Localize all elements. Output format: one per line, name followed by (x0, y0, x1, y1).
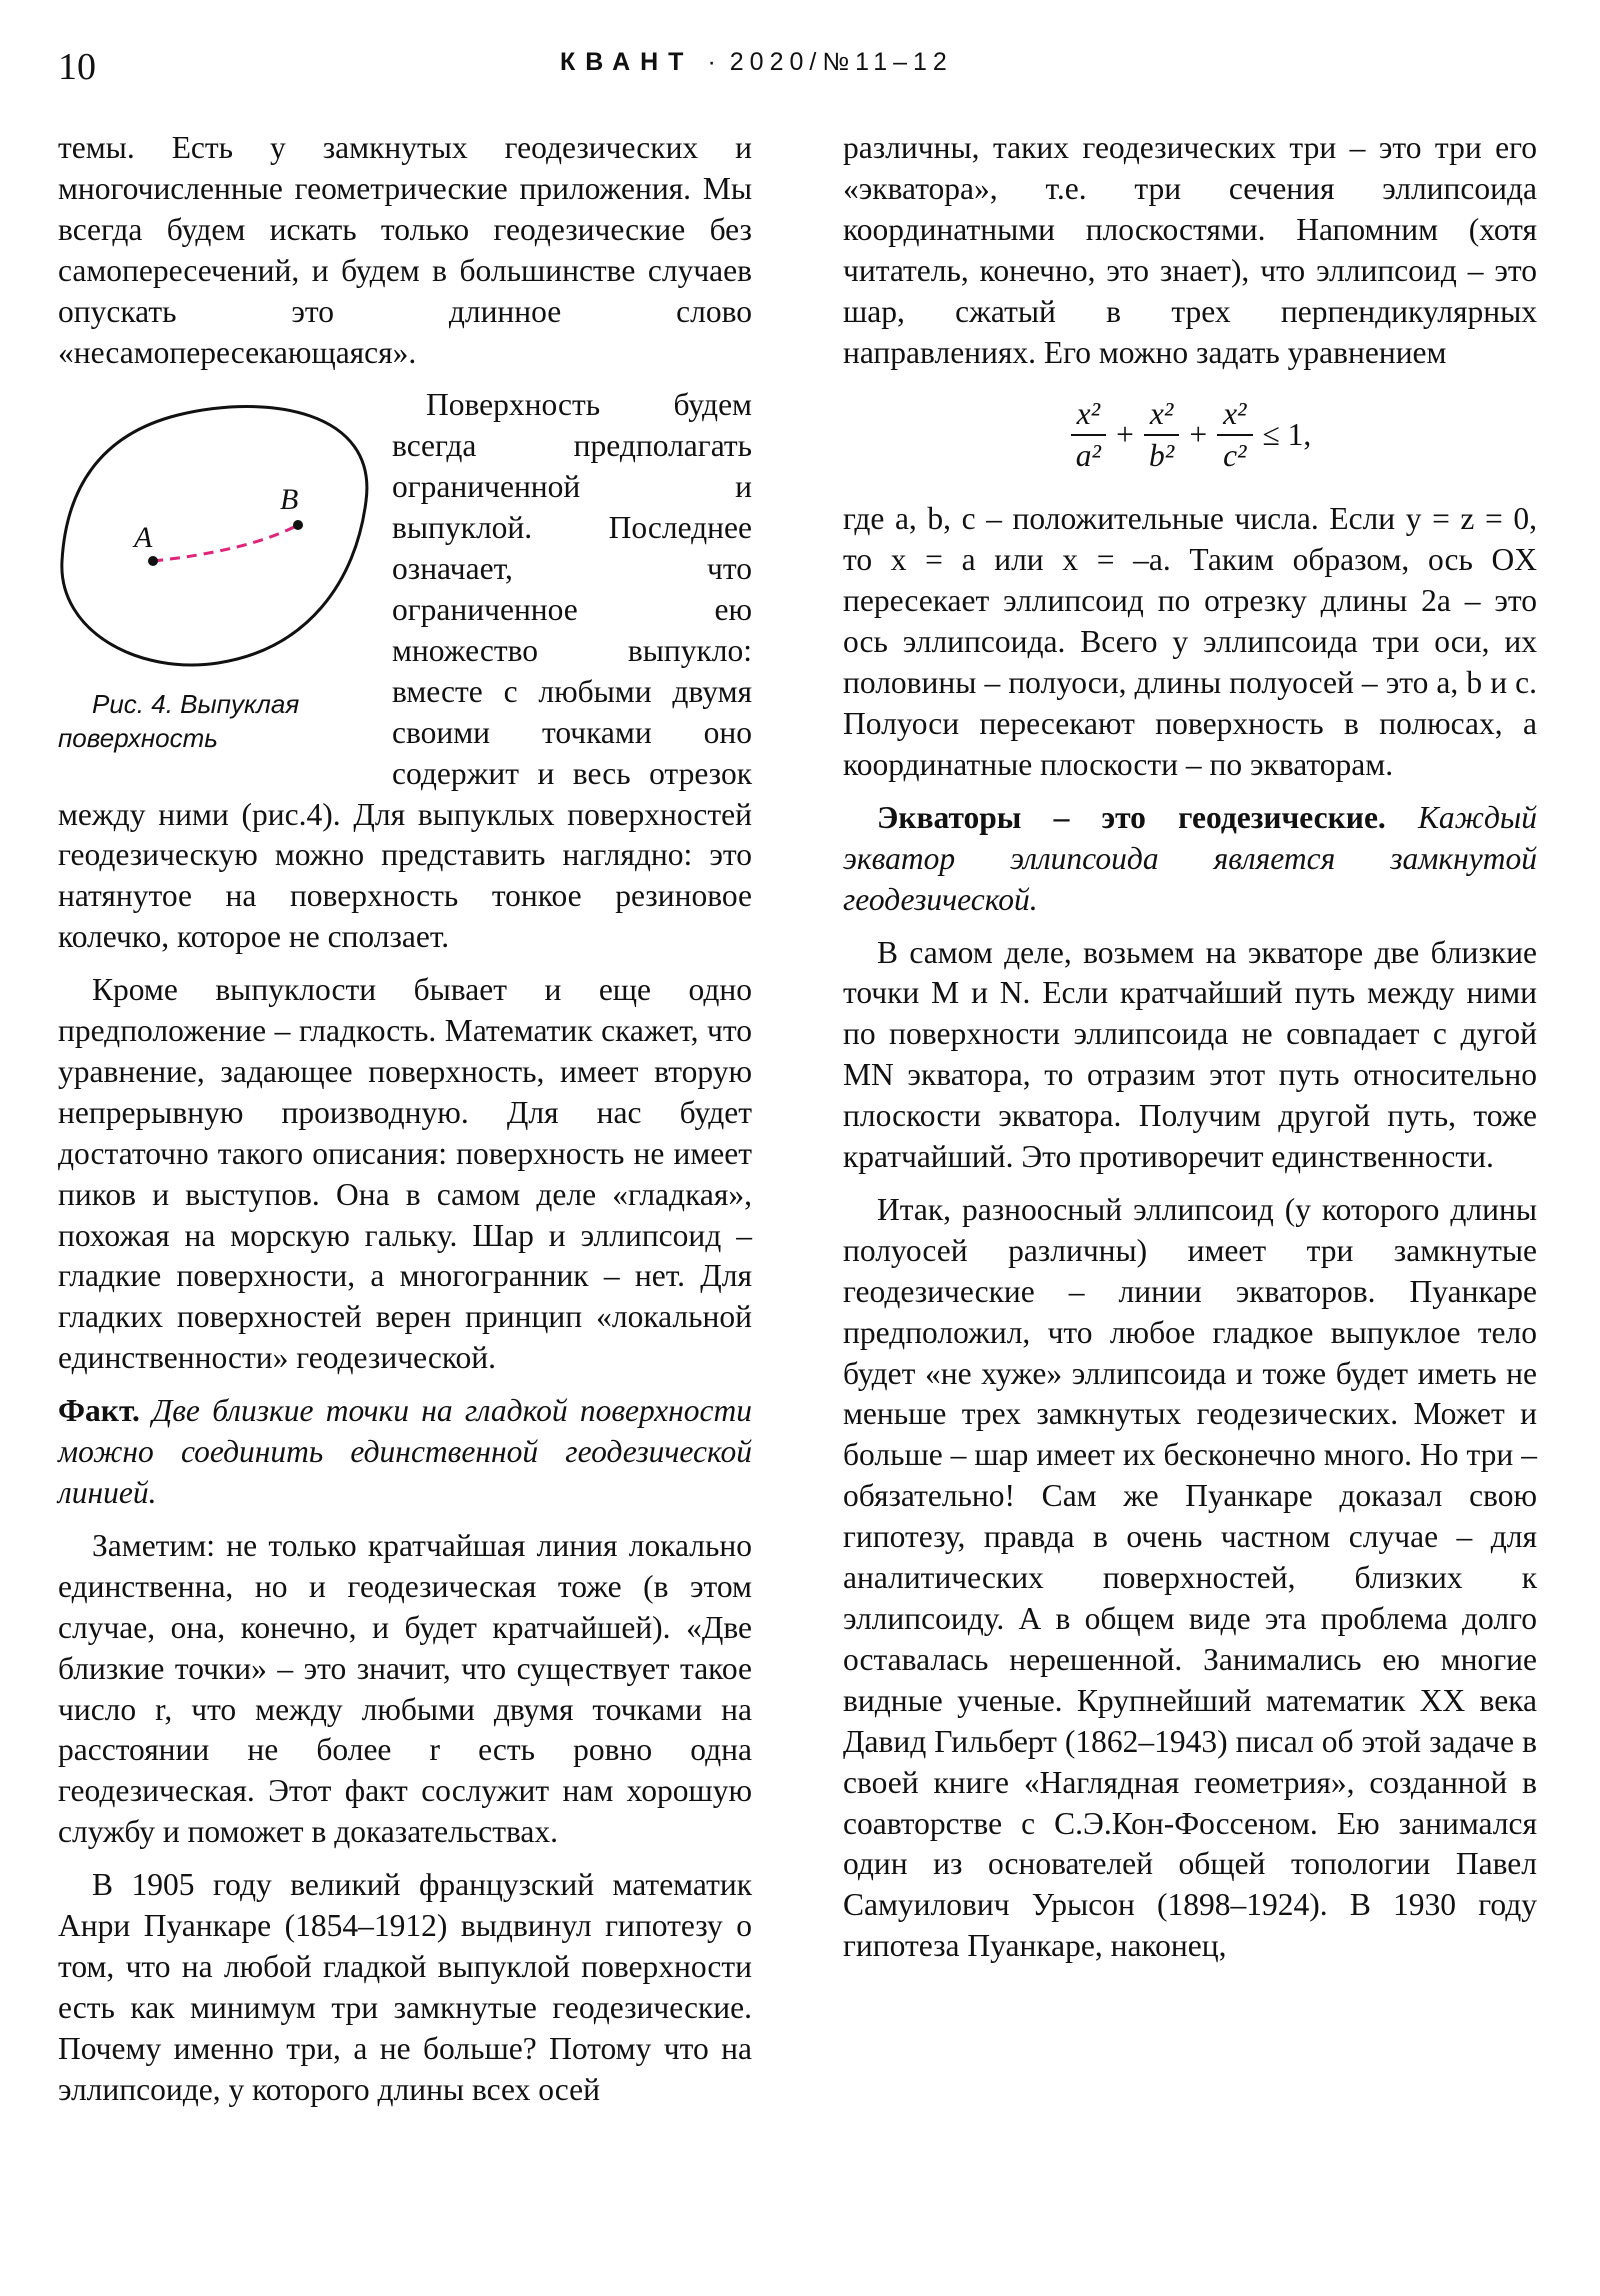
convex-outline (62, 407, 367, 665)
plus-sign: + (1189, 416, 1208, 452)
convex-surface-diagram (58, 391, 380, 681)
left-column (58, 128, 752, 2123)
theorem (843, 798, 1537, 921)
page-number: 10 (58, 46, 96, 88)
fact-text: Две близкие точки на гладкой поверхности можно соединить единственной геодезической линией. (58, 1393, 752, 1510)
paragraph-with-figure (58, 385, 752, 958)
plus-sign: + (1116, 416, 1134, 452)
label-b: B (280, 483, 299, 517)
inequality-rhs: ≤ 1, (1262, 416, 1312, 452)
paragraph-text: Поверхность будем всегда предполагать ограниченной и выпуклой. Последнее означает, что ограниченное ею множество выпукло: вместе с любыми двумя своими точками оно содержит и весь отрезок между ними (рис.4). Для выпуклых поверхностей геодезическую можно представить наглядно: это натянутое на поверхность тонкое резиновое колечко, которое не сползает. (58, 387, 752, 955)
paragraph: В самом деле, возьмем на экваторе две близкие точки M и N. Если кратчайший путь между ними по поверхности эллипсоида не совпадает с дугой MN экватора, то отразим этот путь относительно плоскости экватора. Получим другой путь, тоже кратчайший. Это противоречит единственности. (843, 934, 1537, 1175)
figure-4 (58, 385, 380, 767)
fact (58, 1391, 752, 1514)
point-b (293, 520, 303, 530)
point-a (148, 556, 158, 566)
paragraph: где a, b, c – положительные числа. Если y = z = 0, то x = a или x = –a. Таким образом, ось OX пересекает эллипсоид по отрезку длины 2a – это ось эллипсоида. Всего у эллипсоида три оси, их половины – полуоси, длины полуосей – это a, b и c. Полуоси пересекают поверхность в полюсах, а координатные плоскости – по экваторам. (843, 501, 1537, 782)
fraction-1: $\frac{\text{x²}}{\text{a²}}$ (1071, 394, 1106, 476)
paragraph: Кроме выпуклости бывает и еще одно предположение – гладкость. Математик скажет, что уравнение, задающее поверхность, имеет вторую непрерывную производную. Для нас будет достаточно такого описания: поверхность не имеет пиков и выступов. Она в самом деле «гладкая», похожая на морскую гальку. Шар и эллипсоид – гладкие поверхности, а многогранник – нет. Для гладких поверхностей верен принцип «локальной единственности» геодезической. (58, 972, 752, 1376)
paragraph: Заметим: не только кратчайшая линия локально единственна, но и геодезическая тоже (в этом случае, она, конечно, и будет кратчайшей). «Две близкие точки» – это значит, что существует такое число r, что между любыми двумя точками на расстоянии не более r есть ровно одна геодезическая. Этот факт сослужит нам хорошую службу и поможет в доказательствах. (58, 1527, 752, 1850)
right-column (843, 128, 1537, 1979)
ellipsoid-equation (843, 387, 1537, 483)
theorem-label: Экваторы – это геодезические. (877, 799, 1386, 835)
figure-caption: Рис. 4. Выпуклая поверхность (58, 689, 300, 754)
issue-number: 2020/№11–12 (729, 48, 953, 76)
theorem-text: Каждый экватор эллипсоида является замкнутой геодезической. (843, 799, 1537, 917)
fact-label: Факт. (58, 1393, 140, 1429)
paragraph: Итак, разноосный эллипсоид (у которого длины полуосей различны) имеет три замкнутые геодезические – линии экваторов. Пуанкаре предположил, что любое гладкое выпуклое тело будет «не хуже» эллипсоида и тоже будет иметь не меньше трех замкнутых геодезических. Может и больше – шар имеет их бесконечно много. Но три – обязательно! Сам же Пуанкаре доказал свою гипотезу, правда в очень частном случае – для аналитических поверхностей, близких к эллипсоиду. А в общем виде эта проблема долго оставалась нерешенной. Занимались ею многие видные ученые. Крупнейший математик XX века Давид Гильберт (1862–1943) писал об этой задаче в своей книге «Наглядная геометрия», созданной в соавторстве с С.Э.Кон-Фоссеном. Ею занимался один из основателей общей топологии Павел Самуилович Урысон (1898–1924). В 1930 году гипотеза Пуанкаре, наконец, (843, 1191, 1537, 1964)
paragraph: В 1905 году великий французский математик Анри Пуанкаре (1854–1912) выдвинул гипотезу о том, что на любой гладкой выпуклой поверхности есть как минимум три замкнутые геодезические. Почему именно три, а не больше? Потому что на эллипсоиде, у которого длины всех осей (58, 1867, 752, 2107)
fraction-2: $\frac{\text{x²}}{\text{b²}}$ (1144, 394, 1179, 476)
header-separator: · (707, 48, 716, 76)
fraction-3: $\frac{\text{x²}}{\text{c²}}$ (1217, 394, 1252, 476)
journal-title: КВАНТ (560, 48, 694, 76)
label-a: A (134, 521, 153, 555)
segment-ab (153, 525, 298, 561)
running-head (560, 50, 953, 75)
paragraph: темы. Есть у замкнутых геодезических и многочисленные геометрические приложения. Мы всегда будем искать только геодезические без самопересечений, и будем в большинстве случаев опускать это длинное слово «несамопересекающаяся». (58, 130, 752, 370)
paragraph: различны, таких геодезических три – это три его «экватора», т.е. три сечения эллипсоида координатными плоскостями. Напомним (хотя читатель, конечно, это знает), что эллипсоид – это шар, сжатый в трех перпендикулярных направлениях. Его можно задать уравнением (843, 130, 1537, 370)
